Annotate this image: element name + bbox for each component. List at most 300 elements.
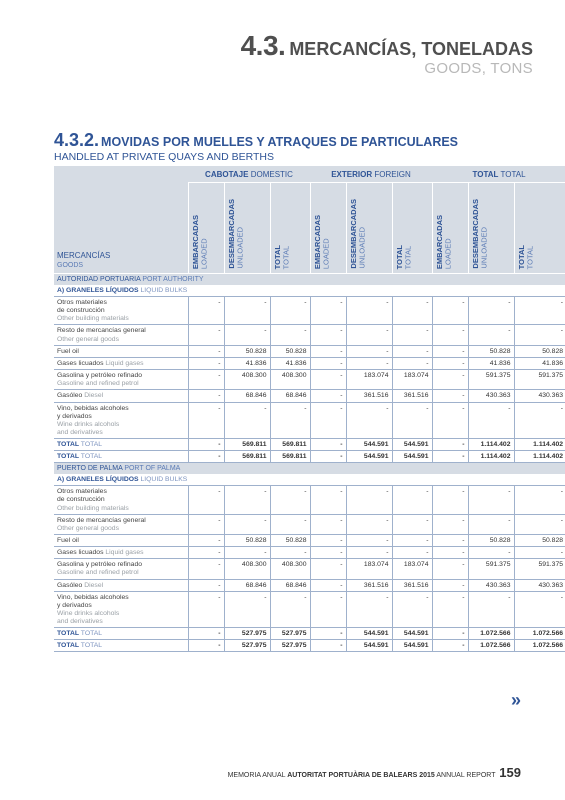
total-cell: -	[432, 628, 468, 640]
row-label-en: and derivatives	[57, 618, 103, 626]
goods-label-en: GOODS	[57, 262, 84, 269]
table-cell: -	[392, 486, 432, 514]
table-cell: -	[310, 345, 346, 357]
total-label-en: TOTAL	[80, 453, 103, 461]
table-cell: -	[224, 591, 270, 628]
row-label	[54, 591, 188, 628]
table-cell: 183.074	[346, 559, 392, 579]
table-cell: -	[310, 559, 346, 579]
table-cell: -	[188, 402, 224, 439]
total-label-es: TOTAL	[57, 441, 79, 449]
column-header-en: TOTAL	[280, 245, 290, 269]
total-label-es: TOTAL	[57, 453, 79, 461]
total-label-en: TOTAL	[80, 642, 103, 650]
total-cell: -	[188, 451, 224, 463]
table-cell: -	[346, 402, 392, 439]
table-cell: -	[188, 591, 224, 628]
total-cell: -	[310, 628, 346, 640]
row-label-en: Gasoline and refined petrol	[57, 380, 139, 388]
table-cell: 430.363	[468, 579, 514, 591]
column-header-en: LOADED	[320, 238, 330, 269]
total-cell: 1.072.566	[514, 628, 565, 640]
row-label-en: Other general goods	[57, 335, 119, 343]
row-label-es: Gasolina y petróleo refinado	[57, 372, 143, 380]
table-cell: -	[514, 486, 565, 514]
footer-org: AUTORITAT PORTUÀRIA DE BALEARS 2015	[287, 772, 435, 779]
row-label	[54, 325, 188, 345]
table-cell: 408.300	[270, 370, 310, 390]
row-label-es: Fuel oil	[57, 536, 79, 544]
table-cell: 50.828	[514, 345, 565, 357]
table-cell: -	[310, 547, 346, 559]
table-cell: -	[188, 579, 224, 591]
total-cell: -	[310, 439, 346, 451]
table-cell: 408.300	[224, 370, 270, 390]
table-row	[54, 297, 565, 325]
group-header-en: FOREIGN	[374, 169, 411, 179]
table-cell: -	[188, 370, 224, 390]
section-title	[54, 274, 565, 286]
total-label	[54, 451, 188, 463]
total-cell: 1.072.566	[468, 640, 514, 652]
column-header-es: EMBARCADAS	[190, 214, 200, 269]
table-cell: -	[392, 402, 432, 439]
row-label-es: Resto de mercancías general	[57, 516, 146, 524]
table-cell: 41.836	[270, 357, 310, 369]
table-cell: -	[392, 591, 432, 628]
total-row	[54, 628, 565, 640]
table-cell: 591.375	[514, 559, 565, 579]
table-cell: -	[514, 547, 565, 559]
total-cell: 569.811	[224, 439, 270, 451]
category-title-es: A) GRANELES LÍQUIDOS	[57, 476, 139, 484]
goods-label: MERCANCÍAS	[57, 251, 111, 260]
table-cell: -	[392, 357, 432, 369]
total-cell: -	[310, 451, 346, 463]
table-cell: -	[432, 297, 468, 325]
total-cell: 544.591	[346, 640, 392, 652]
category-title-en: LIQUID BULKS	[140, 476, 188, 484]
table-cell: -	[270, 514, 310, 534]
table-cell: 68.846	[270, 579, 310, 591]
column-header	[514, 183, 565, 274]
table-cell: -	[468, 514, 514, 534]
total-cell: 527.975	[270, 640, 310, 652]
column-header-es: EMBARCADAS	[312, 214, 322, 269]
column-header-es: DESEMBARCADAS	[226, 199, 236, 269]
table-row	[54, 357, 565, 369]
table-cell: 430.363	[514, 390, 565, 402]
section-title	[54, 463, 565, 475]
total-cell: 544.591	[346, 628, 392, 640]
total-row	[54, 640, 565, 652]
total-cell: 544.591	[392, 628, 432, 640]
category-title-en: LIQUID BULKS	[140, 287, 188, 294]
table-cell: -	[188, 297, 224, 325]
table-cell: -	[188, 390, 224, 402]
table-cell: 430.363	[514, 579, 565, 591]
table-row	[54, 345, 565, 357]
total-row	[54, 439, 565, 451]
table-cell: -	[270, 547, 310, 559]
group-header-en: DOMESTIC	[250, 169, 293, 179]
total-label	[54, 640, 188, 652]
table-cell: 50.828	[224, 345, 270, 357]
table-cell: -	[432, 534, 468, 546]
row-label-en: Other building materials	[57, 504, 129, 512]
table-cell: 591.375	[468, 370, 514, 390]
table-row	[54, 559, 565, 579]
table-cell: 183.074	[392, 559, 432, 579]
row-label	[54, 559, 188, 579]
category-title	[54, 285, 565, 297]
table-cell: -	[432, 591, 468, 628]
total-label	[54, 628, 188, 640]
table-cell: -	[270, 591, 310, 628]
total-cell: 1.114.402	[514, 451, 565, 463]
total-cell: -	[188, 439, 224, 451]
table-cell: -	[224, 325, 270, 345]
row-label-en: Gasoline and refined petrol	[57, 569, 139, 577]
table-cell: 50.828	[270, 534, 310, 546]
section-row	[54, 463, 565, 475]
table-cell: -	[432, 390, 468, 402]
section-title-en: PORT OF PALMA	[124, 465, 181, 473]
row-label-es: Fuel oil	[57, 347, 79, 355]
table-cell: -	[432, 547, 468, 559]
total-cell: 569.811	[224, 451, 270, 463]
table-cell: -	[224, 514, 270, 534]
table-cell: -	[346, 547, 392, 559]
row-label	[54, 390, 188, 402]
total-cell: 569.811	[270, 451, 310, 463]
table-cell: -	[224, 297, 270, 325]
section-header	[54, 130, 458, 163]
total-cell: -	[432, 640, 468, 652]
total-label-es: TOTAL	[57, 630, 79, 638]
total-cell: 1.072.566	[468, 628, 514, 640]
column-header	[468, 183, 514, 274]
table-cell: -	[432, 402, 468, 439]
row-label	[54, 514, 188, 534]
table-cell: -	[468, 591, 514, 628]
column-header	[392, 183, 432, 274]
table-row	[54, 402, 565, 439]
table-cell: 50.828	[270, 345, 310, 357]
table-cell: -	[310, 325, 346, 345]
footer-prefix: MEMORIA ANUAL	[227, 772, 286, 779]
table-cell: -	[514, 402, 565, 439]
total-cell: 544.591	[346, 451, 392, 463]
table-cell: -	[188, 547, 224, 559]
row-label	[54, 547, 188, 559]
table-row	[54, 547, 565, 559]
table-cell: 361.516	[392, 390, 432, 402]
table-cell: -	[432, 370, 468, 390]
row-label-es: Gasolina y petróleo refinado	[57, 561, 143, 569]
category-row	[54, 285, 565, 297]
table-cell: -	[310, 390, 346, 402]
table-cell: -	[392, 514, 432, 534]
row-label	[54, 370, 188, 390]
section-row	[54, 274, 565, 286]
table-cell: 68.846	[224, 390, 270, 402]
table-cell: -	[270, 297, 310, 325]
table-cell: -	[468, 325, 514, 345]
table-cell: -	[310, 357, 346, 369]
page-header	[241, 30, 533, 77]
column-header-en: LOADED	[198, 238, 208, 269]
row-label-es: Vino, bebidas alcoholes	[57, 593, 129, 601]
table-cell: -	[310, 402, 346, 439]
total-label-en: TOTAL	[80, 441, 103, 449]
total-row	[54, 451, 565, 463]
table-cell: -	[224, 547, 270, 559]
table-cell: -	[270, 325, 310, 345]
table-cell: -	[514, 325, 565, 345]
row-label-es: Gasóleo	[57, 581, 83, 589]
total-cell: 1.072.566	[514, 640, 565, 652]
table-cell: -	[310, 591, 346, 628]
column-header-es: DESEMBARCADAS	[348, 199, 358, 269]
column-header	[432, 183, 468, 274]
table-cell: -	[188, 559, 224, 579]
table-cell: -	[346, 486, 392, 514]
table-cell: -	[310, 579, 346, 591]
chapter-title-es: MERCANCÍAS, TONELADAS	[289, 39, 533, 59]
table-cell: -	[432, 579, 468, 591]
group-header-en: TOTAL	[500, 169, 526, 179]
row-label	[54, 402, 188, 439]
group-header-es: EXTERIOR	[331, 169, 373, 179]
row-label-en: Diesel	[84, 392, 104, 400]
table-cell: -	[346, 297, 392, 325]
header-row-groups	[54, 166, 565, 183]
table-row	[54, 486, 565, 514]
total-label-en: TOTAL	[80, 630, 103, 638]
table-cell: -	[392, 297, 432, 325]
table-cell: -	[432, 486, 468, 514]
column-header	[188, 183, 224, 274]
table-cell: -	[432, 559, 468, 579]
table-cell: -	[514, 514, 565, 534]
table-cell: 41.836	[468, 357, 514, 369]
table-row	[54, 390, 565, 402]
table-cell: 41.836	[514, 357, 565, 369]
table-cell: -	[346, 514, 392, 534]
total-cell: 527.975	[270, 628, 310, 640]
table-cell: 50.828	[224, 534, 270, 546]
column-header	[346, 183, 392, 274]
total-cell: 527.975	[224, 640, 270, 652]
table-cell: -	[346, 325, 392, 345]
column-header-en: UNLOADED	[234, 227, 244, 269]
table-cell: 50.828	[468, 534, 514, 546]
page-number: 159	[499, 765, 521, 780]
group-header	[432, 166, 565, 183]
table-cell: -	[514, 591, 565, 628]
row-label	[54, 534, 188, 546]
table-cell: 361.516	[346, 390, 392, 402]
group-header-es: CABOTAJE	[205, 169, 249, 179]
table-cell: -	[432, 514, 468, 534]
table-cell: -	[392, 325, 432, 345]
total-label-es: TOTAL	[57, 642, 79, 650]
table-cell: -	[468, 297, 514, 325]
row-label-es: de construcción	[57, 307, 105, 315]
table-row	[54, 579, 565, 591]
row-label-es: Gasóleo	[57, 392, 83, 400]
row-label-es: Gases licuados	[57, 359, 104, 367]
category-title-es: A) GRANELES LÍQUIDOS	[57, 287, 139, 294]
total-cell: 544.591	[392, 451, 432, 463]
footer-suffix: ANNUAL REPORT	[436, 772, 496, 779]
row-label-en: Wine drinks alcohols	[57, 610, 120, 618]
column-header-es: DESEMBARCADAS	[470, 199, 480, 269]
row-label	[54, 486, 188, 514]
table-cell: 361.516	[346, 579, 392, 591]
table-cell: 68.846	[270, 390, 310, 402]
total-cell: -	[188, 640, 224, 652]
total-cell: 1.114.402	[468, 439, 514, 451]
table-row	[54, 514, 565, 534]
table-cell: 41.836	[224, 357, 270, 369]
row-label-es: Resto de mercancías general	[57, 327, 146, 335]
row-label-en: and derivatives	[57, 429, 103, 437]
row-label-es: y derivados	[57, 412, 92, 420]
table-cell: -	[346, 357, 392, 369]
table-cell: 50.828	[514, 534, 565, 546]
total-cell: 1.114.402	[468, 451, 514, 463]
table-cell: -	[188, 534, 224, 546]
table-cell: -	[224, 486, 270, 514]
total-cell: -	[188, 628, 224, 640]
table-cell: -	[392, 547, 432, 559]
table-cell: -	[514, 297, 565, 325]
table-cell: 408.300	[270, 559, 310, 579]
goods-table	[54, 166, 565, 652]
table-cell: -	[468, 486, 514, 514]
table-cell: 361.516	[392, 579, 432, 591]
total-cell: -	[432, 451, 468, 463]
row-label-en: Liquid gases	[105, 549, 144, 557]
row-label	[54, 357, 188, 369]
total-label	[54, 439, 188, 451]
table-cell: 591.375	[514, 370, 565, 390]
column-header-en: UNLOADED	[356, 227, 366, 269]
table-cell: -	[346, 345, 392, 357]
total-cell: 527.975	[224, 628, 270, 640]
table-row	[54, 370, 565, 390]
row-label-es: y derivados	[57, 601, 92, 609]
column-header-es: TOTAL	[272, 244, 282, 269]
total-cell: 544.591	[392, 640, 432, 652]
section-title-en: HANDLED AT PRIVATE QUAYS AND BERTHS	[54, 151, 274, 163]
next-page-icon[interactable]: »	[511, 690, 522, 710]
column-header	[270, 183, 310, 274]
group-header	[310, 166, 432, 183]
table-cell: -	[188, 325, 224, 345]
row-label-es: Otros materiales	[57, 299, 107, 306]
table-row	[54, 534, 565, 546]
table-cell: 183.074	[346, 370, 392, 390]
table-cell: -	[346, 534, 392, 546]
table-cell: -	[188, 514, 224, 534]
total-cell: -	[432, 439, 468, 451]
column-header-en: LOADED	[442, 238, 452, 269]
column-header-en: UNLOADED	[478, 227, 488, 269]
column-header-es: EMBARCADAS	[434, 214, 444, 269]
chapter-title-en: GOODS, TONS	[424, 60, 533, 77]
table-row	[54, 591, 565, 628]
column-header	[310, 183, 346, 274]
column-header-es: TOTAL	[516, 244, 526, 269]
table-cell: -	[188, 357, 224, 369]
table-cell: -	[432, 357, 468, 369]
table-cell: -	[310, 486, 346, 514]
section-title-en: PORT AUTHORITY	[142, 276, 204, 283]
table-cell: 408.300	[224, 559, 270, 579]
row-label	[54, 297, 188, 325]
table-cell: 591.375	[468, 559, 514, 579]
column-header-es: TOTAL	[394, 244, 404, 269]
section-title-es: MOVIDAS POR MUELLES Y ATRAQUES DE PARTICULARES	[101, 135, 459, 149]
row-label-en: Liquid gases	[105, 359, 144, 367]
total-cell: -	[310, 640, 346, 652]
table-cell: -	[310, 370, 346, 390]
total-cell: 544.591	[392, 439, 432, 451]
table-cell: -	[270, 402, 310, 439]
row-label-en: Wine drinks alcohols	[57, 420, 120, 428]
row-label	[54, 579, 188, 591]
row-label-es: Otros materiales	[57, 488, 107, 496]
table-cell: 50.828	[468, 345, 514, 357]
table-cell: -	[310, 297, 346, 325]
table-cell: -	[224, 402, 270, 439]
total-cell: 1.114.402	[514, 439, 565, 451]
section-number: 4.3.2.	[54, 130, 100, 150]
table-cell: -	[432, 345, 468, 357]
category-row	[54, 474, 565, 486]
table-cell: -	[392, 534, 432, 546]
page-footer	[228, 765, 521, 780]
table-row	[54, 325, 565, 345]
goods-header	[54, 166, 188, 274]
row-label-en: Diesel	[84, 581, 104, 589]
table-cell: -	[310, 514, 346, 534]
group-header	[188, 166, 310, 183]
section-title-es: AUTORIDAD PORTUARIA	[57, 276, 141, 283]
row-label-en: Other general goods	[57, 524, 119, 532]
table-cell: 430.363	[468, 390, 514, 402]
row-label-es: Vino, bebidas alcoholes	[57, 404, 129, 412]
table-cell: -	[310, 534, 346, 546]
chapter-title	[241, 30, 533, 62]
row-label-es: Gases licuados	[57, 549, 104, 557]
total-cell: 569.811	[270, 439, 310, 451]
row-label	[54, 345, 188, 357]
row-label-es: de construcción	[57, 496, 105, 504]
table-cell: -	[270, 486, 310, 514]
group-header-es: TOTAL	[472, 169, 499, 179]
table-cell: 68.846	[224, 579, 270, 591]
chapter-number: 4.3.	[240, 30, 286, 61]
row-label-en: Other building materials	[57, 315, 129, 323]
column-header-en: TOTAL	[524, 245, 534, 269]
table-cell: 183.074	[392, 370, 432, 390]
table-cell: -	[346, 591, 392, 628]
column-header	[224, 183, 270, 274]
